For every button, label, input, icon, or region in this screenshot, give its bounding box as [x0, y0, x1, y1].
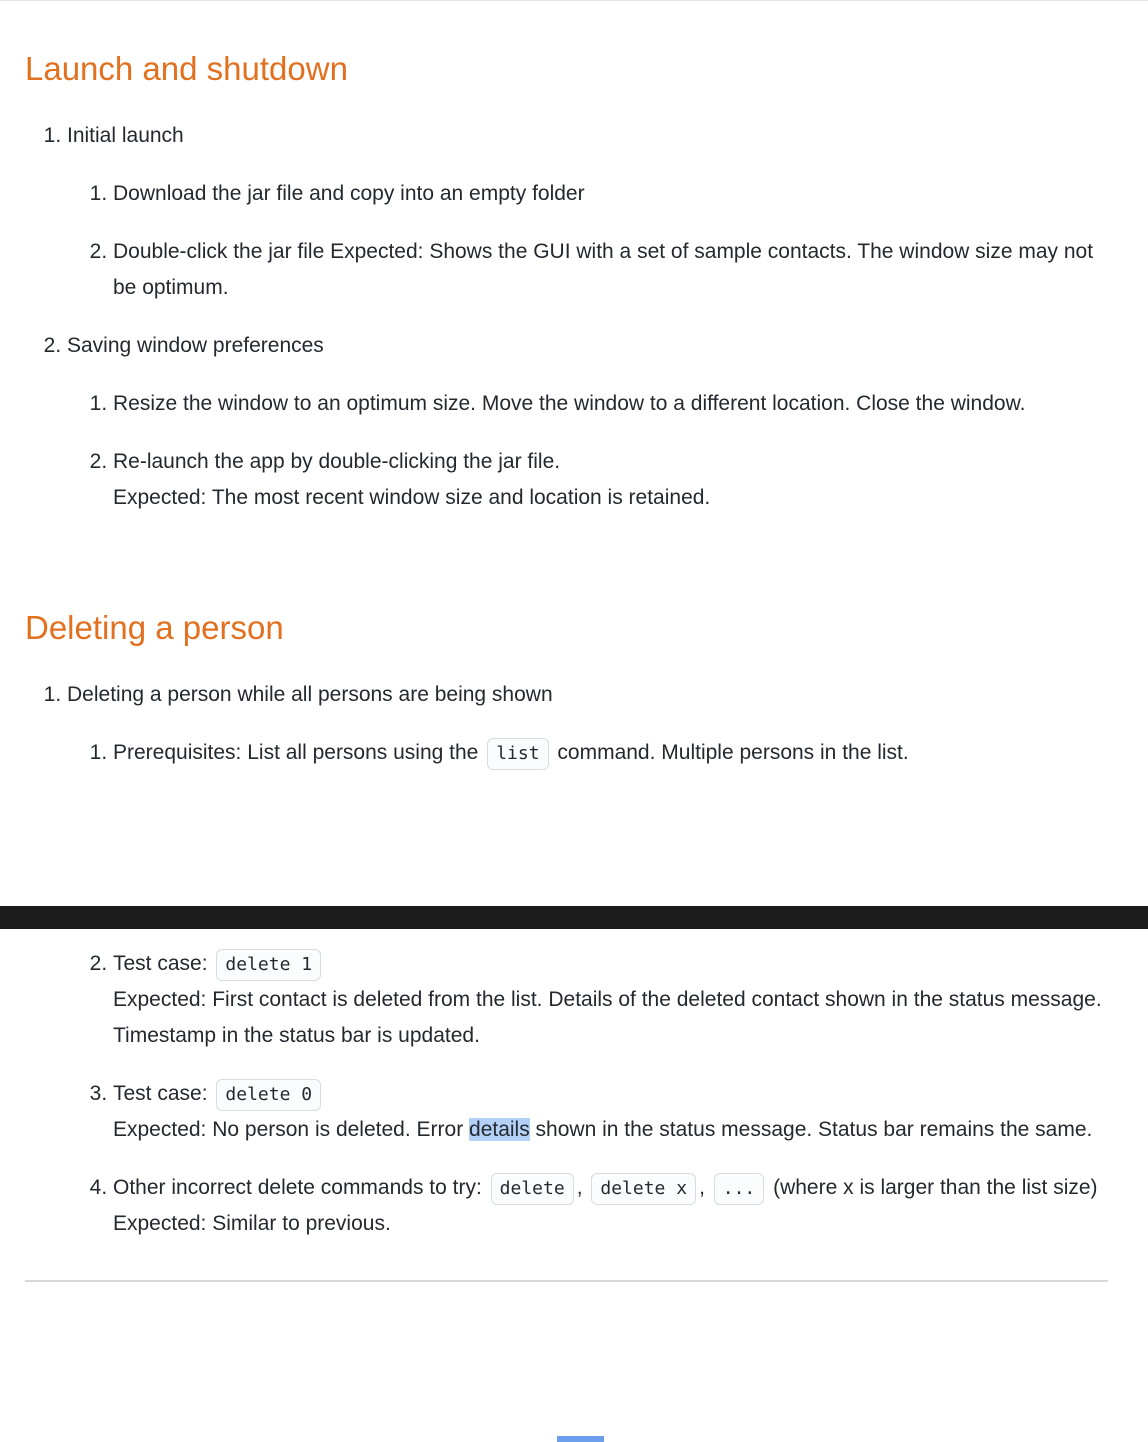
code-span-ellipsis: ... — [714, 1173, 765, 1205]
step-text: Test case: — [113, 952, 214, 975]
bottom-divider — [25, 1280, 1108, 1282]
list-item — [113, 234, 1108, 306]
code-span-delete-x: delete x — [591, 1173, 696, 1205]
expected-text: Expected: The most recent window size and location is retained. — [113, 486, 711, 509]
step-text: Initial launch — [67, 124, 184, 147]
launch-shutdown-list — [25, 118, 1108, 516]
window-preferences-substeps — [67, 386, 1108, 516]
separator-text: , — [576, 1176, 589, 1199]
expected-text: shown in the status message. Status bar remains the same. — [529, 1118, 1093, 1141]
list-item — [113, 176, 1108, 212]
step-text: Prerequisites: List all persons using the — [113, 741, 485, 764]
separator-text: , — [699, 1176, 711, 1199]
list-item — [113, 444, 1108, 516]
deleting-person-list — [25, 677, 1108, 1242]
code-span-delete-0: delete 0 — [216, 1079, 321, 1111]
step-text: Download the jar file and copy into an empty folder — [113, 182, 585, 205]
step-text: command. Multiple persons in the list. — [551, 741, 909, 764]
list-item-saving-window-preferences — [67, 328, 1108, 516]
step-text: Deleting a person while all persons are being shown — [67, 683, 553, 706]
page-break-band — [0, 906, 1148, 929]
deleting-person-substeps — [67, 735, 1108, 1242]
list-item-initial-launch — [67, 118, 1108, 306]
step-text: Test case: — [113, 1082, 214, 1105]
step-text: Re-launch the app by double-clicking the jar file. — [113, 450, 561, 473]
list-item-deleting-while-shown — [67, 677, 1108, 1242]
step-text: Other incorrect delete commands to try: — [113, 1176, 488, 1199]
expected-text: Expected: First contact is deleted from the list. Details of the deleted contact shown in the status message. Timestamp in the status bar is updated. — [113, 988, 1102, 1047]
list-item-testcase-delete-1 — [113, 946, 1108, 1054]
document-page — [0, 47, 1148, 1282]
section-title-launch-and-shutdown: Launch and shutdown — [25, 50, 348, 87]
bottom-partial-element — [557, 1436, 604, 1442]
step-text: Double-click the jar file Expected: Shows the GUI with a set of sample contacts. The window size may not be optimum. — [113, 240, 1094, 299]
code-span-delete: delete — [491, 1173, 574, 1205]
list-item-prerequisites — [113, 735, 1108, 771]
step-text: Resize the window to an optimum size. Move the window to a different location. Close the window. — [113, 392, 1026, 415]
expected-text: Expected: Similar to previous. — [113, 1212, 391, 1235]
expected-text: Expected: No person is deleted. Error — [113, 1118, 470, 1141]
step-text: (where x is larger than the list size) — [767, 1176, 1098, 1199]
code-span-delete-1: delete 1 — [216, 949, 321, 981]
list-item-testcase-delete-0 — [113, 1076, 1108, 1148]
list-item — [113, 386, 1108, 422]
highlighted-word: details — [469, 1118, 530, 1141]
initial-launch-substeps — [67, 176, 1108, 306]
section-title-deleting-a-person: Deleting a person — [25, 609, 284, 646]
list-item-other-incorrect-commands — [113, 1170, 1108, 1242]
code-span-list-command: list — [487, 738, 548, 770]
step-text: Saving window preferences — [67, 334, 324, 357]
